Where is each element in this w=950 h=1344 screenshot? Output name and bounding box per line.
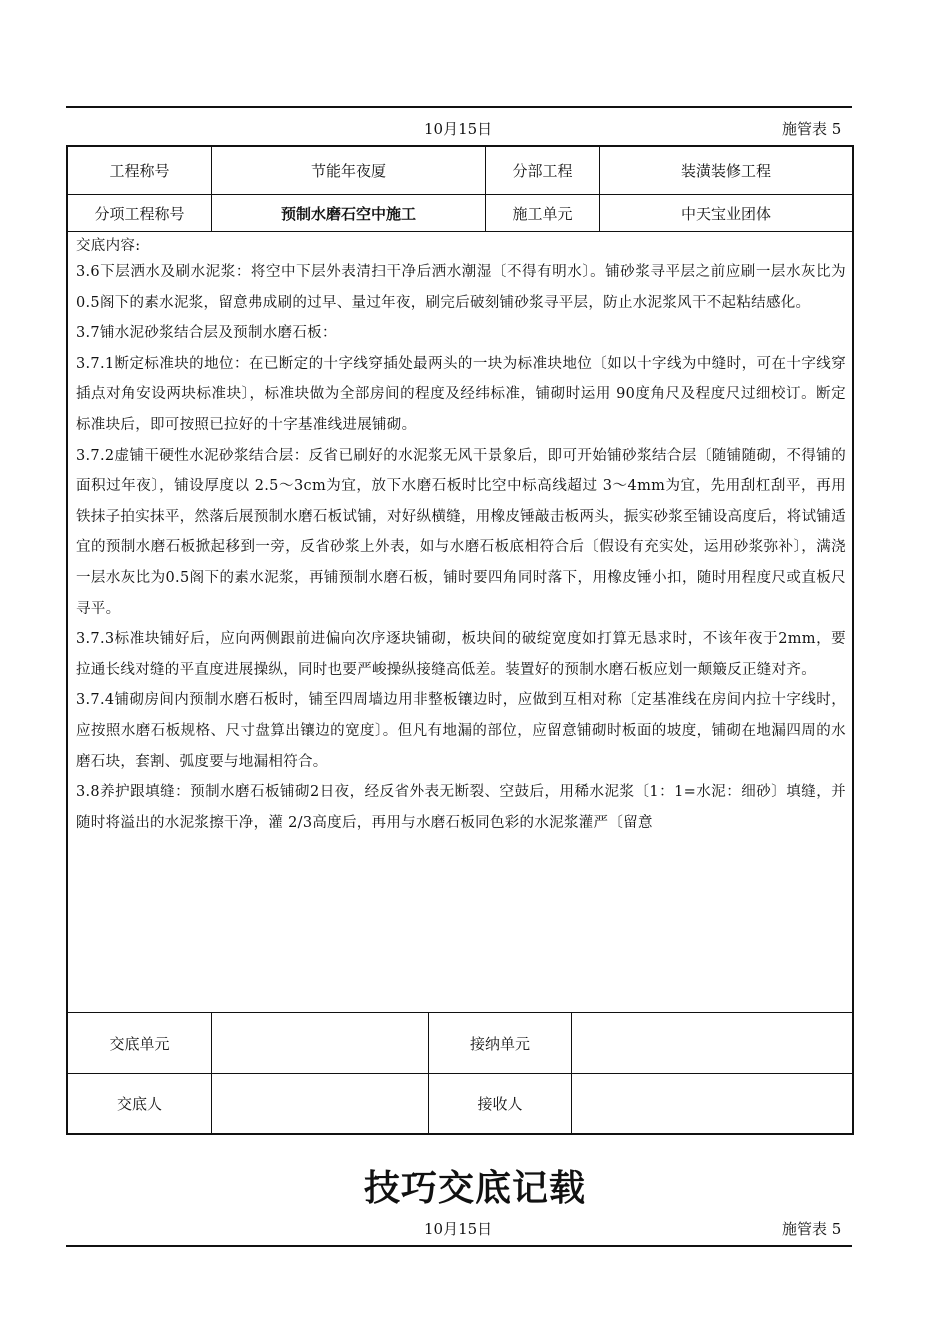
paragraph-3-7-1: 3.7.1断定标准块的地位：在已断定的十字线穿插处最两头的一块为标准块地位〔如以十字线为中缝时，可在十字线穿插点对角安设两块标准块〕，标准块做为全部房间的程度及经纬标准，铺砌时运用 90度角尺及程度尺过细校订。断定标准块后，即可按照已拉好的十字基准线进展铺砌。	[76, 355, 846, 433]
receiver-value[interactable]	[572, 1074, 852, 1133]
handover-person-label: 交底人	[116, 1095, 162, 1113]
receiving-unit-label: 接纳单元	[469, 1034, 530, 1053]
paragraph-3-6: 3.6下层洒水及刷水泥浆：将空中下层外表清扫干净后洒水潮湿〔不得有明水〕。铺砂浆寻平层之前应刷一层水灰比为0.5阁下的素水泥浆，留意弗成刷的过早、量过年夜，刷完后破刻铺砂浆寻平层，防止水泥浆风干不起粘结感化。	[76, 264, 846, 311]
paragraph-3-7-2: 3.7.2虚铺干硬性水泥砂浆结合层：反省已刷好的水泥浆无风干景象后，即可开始铺砂浆结合层〔随铺随砌，不得铺的面积过年夜〕，铺设厚度以 2.5～3cm为宜，放下水磨石板时比空中标高线超过 3～4mm为宜，先用刮杠刮平，再用铁抹子拍实抹平，然落后展预制水磨石板试铺，对好纵横缝，用橡皮锤敲击板两头，振实砂浆至铺设高度后，将试铺适宜的预制水磨石板掀起移到一旁，反省砂浆上外表，如与水磨石板底相符合后〔假设有充实处，运用砂浆弥补〕，满浇一层水灰比为0.5阁下的素水泥浆，再铺预制水磨石板，铺时要四角同时落下，用橡皮锤小扣，随时用程度尺或直板尺寻平。	[76, 447, 846, 617]
paragraph-3-8: 3.8养护跟填缝：预制水磨石板铺砌2日夜，经反省外表无断裂、空鼓后，用稀水泥浆〔1：1=水泥：细砂〕填缝，并随时将溢出的水泥浆擦干净，灌 2/3高度后，再用与水磨石板同色彩的水泥浆灌严〔留意	[76, 784, 846, 831]
construction-unit-label: 施工单元	[512, 204, 573, 223]
paragraph-3-7-4: 3.7.4铺砌房间内预制水磨石板时，铺至四周墙边用非整板镶边时，应做到互相对称〔定基准线在房间内拉十字线时，应按照水磨石板规格、尺寸盘算出镶边的宽度〕。但凡有地漏的部位，应留意铺砌时板面的坡度，铺砌在地漏四周的水磨石块，套割、弧度要与地漏相符合。	[76, 692, 846, 770]
header-date-bottom: 10月15日	[424, 1220, 493, 1238]
page-title: 技巧交底记载	[363, 1168, 586, 1209]
content-label: 交底内容:	[76, 238, 141, 254]
division-value: 装潢装修工程	[680, 162, 771, 180]
receiving-unit-value[interactable]	[572, 1013, 852, 1073]
handover-unit-value[interactable]	[212, 1013, 428, 1073]
construction-unit-value: 中天宝业团体	[680, 204, 771, 223]
bottom-rule	[66, 1245, 852, 1247]
subitem-value: 预制水磨石空中施工	[280, 204, 416, 223]
paragraph-3-7: 3.7铺水泥砂浆结合层及预制水磨石板：	[76, 325, 337, 342]
header-form-number-bottom: 施管表 5	[782, 1220, 842, 1238]
header-date: 10月15日	[424, 120, 493, 138]
project-name-value: 节能年夜厦	[310, 162, 386, 180]
handover-unit-label: 交底单元	[109, 1034, 170, 1053]
top-rule	[66, 106, 852, 108]
division-label: 分部工程	[512, 162, 573, 180]
disclosure-table	[66, 145, 854, 1135]
paragraph-3-7-3: 3.7.3标准块铺好后，应向两侧跟前进偏向次序逐块铺砌，板块间的破绽宽度如打算无恳求时，不该年夜于2mm，要拉通长线对缝的平直度进展操纵，同时也要严峻操纵接缝高低差。装置好的预制水磨石板应划一颠簸反正缝对齐。	[76, 631, 846, 678]
receiver-label: 接收人	[477, 1095, 523, 1113]
disclosure-content	[76, 235, 846, 838]
handover-person-value[interactable]	[212, 1074, 428, 1133]
subitem-label: 分项工程称号	[94, 204, 185, 223]
project-name-label: 工程称号	[109, 162, 170, 180]
header-form-number: 施管表 5	[782, 120, 842, 138]
